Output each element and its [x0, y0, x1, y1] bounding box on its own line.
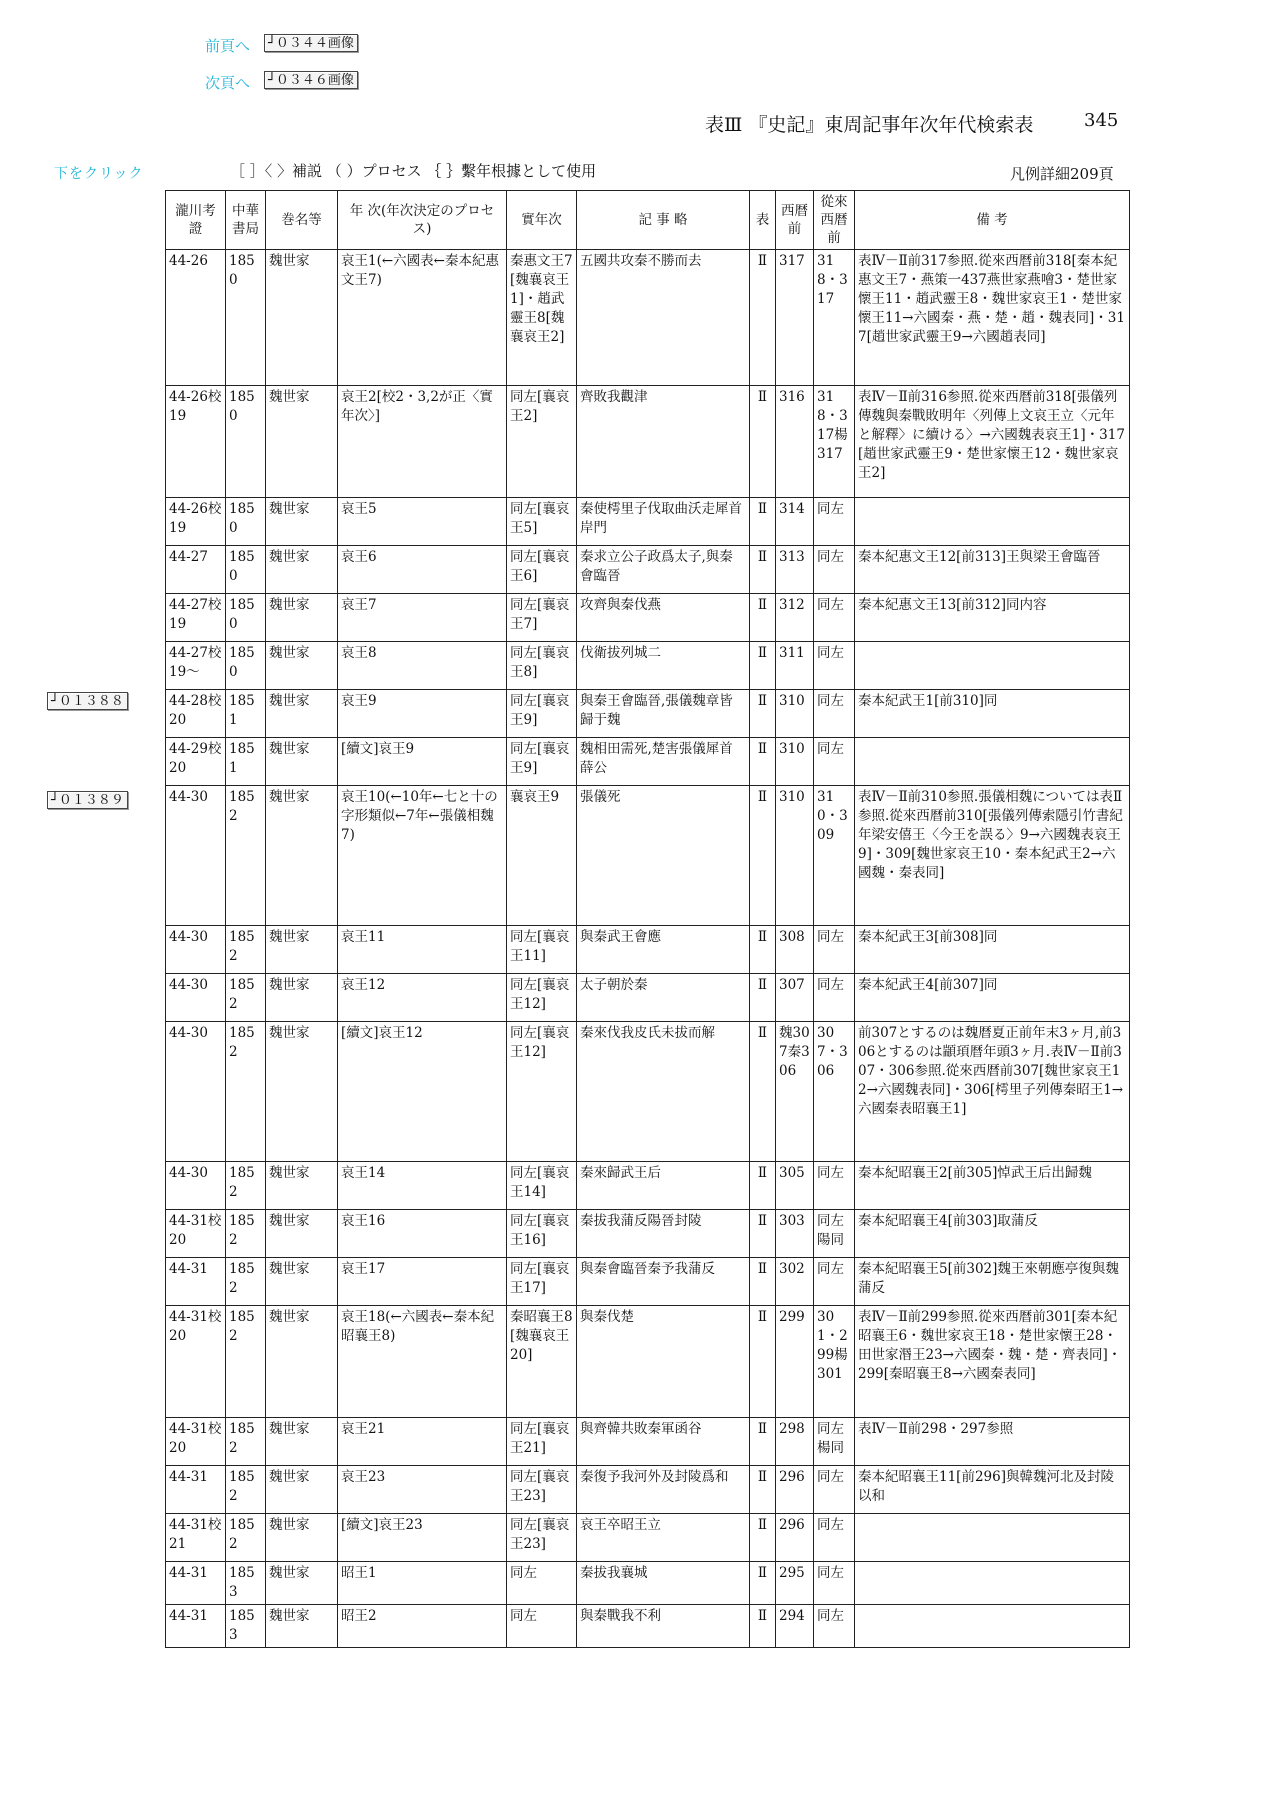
table-cell: 1853: [226, 1605, 266, 1648]
table-cell: 與齊韓共敗秦軍函谷: [577, 1418, 750, 1466]
table-cell: 哀王21: [338, 1418, 507, 1466]
table-cell: 同左[襄哀王8]: [507, 642, 577, 690]
table-cell: Ⅱ: [750, 974, 776, 1022]
table-cell: 同左陽同: [814, 1210, 855, 1258]
table-row: [166, 250, 1130, 386]
table-row: [166, 546, 1130, 594]
table-cell: 310: [776, 690, 814, 738]
table-cell: Ⅱ: [750, 1605, 776, 1648]
table-cell: 44-28校20: [166, 690, 226, 738]
table-cell: 同左: [814, 738, 855, 786]
column-header: 從來西暦前: [814, 191, 855, 250]
table-cell: 294: [776, 1605, 814, 1648]
column-header: 表: [750, 191, 776, 250]
table-row: [166, 498, 1130, 546]
table-cell: 44-30: [166, 1022, 226, 1162]
table-cell: 同左: [814, 1605, 855, 1648]
table-cell: 魏世家: [266, 786, 338, 926]
next-page-image-button[interactable]: ┘０３４６画像: [264, 71, 358, 89]
table-cell: 哀王10(←10年←七と十の字形類似←7年←張儀相魏7): [338, 786, 507, 926]
table-cell: 302: [776, 1258, 814, 1306]
table-cell: 44-30: [166, 1162, 226, 1210]
table-cell: 襄哀王9: [507, 786, 577, 926]
table-cell: 昭王2: [338, 1605, 507, 1648]
table-cell: Ⅱ: [750, 786, 776, 926]
table-cell: 1852: [226, 1258, 266, 1306]
table-cell: [續文]哀王23: [338, 1514, 507, 1562]
column-header: 西暦前: [776, 191, 814, 250]
table-cell: Ⅱ: [750, 1162, 776, 1210]
table-cell: 哀王16: [338, 1210, 507, 1258]
table-cell: 魏307秦306: [776, 1022, 814, 1162]
table-cell: Ⅱ: [750, 1258, 776, 1306]
table-body: [166, 250, 1130, 1648]
table-cell: [855, 738, 1130, 786]
table-cell: Ⅱ: [750, 1306, 776, 1418]
table-row: [166, 1466, 1130, 1514]
table-cell: 44-29校20: [166, 738, 226, 786]
table-cell: 44-31校20: [166, 1418, 226, 1466]
table-cell: 魏世家: [266, 594, 338, 642]
table-cell: 44-26: [166, 250, 226, 386]
table-cell: 同左楊同: [814, 1418, 855, 1466]
click-hint: 下をクリック: [54, 166, 144, 182]
table-cell: Ⅱ: [750, 250, 776, 386]
table-cell: [855, 642, 1130, 690]
table-cell: 44-31: [166, 1605, 226, 1648]
table-cell: 1850: [226, 386, 266, 498]
table-cell: 哀王11: [338, 926, 507, 974]
table-cell: 秦本紀武王3[前308]同: [855, 926, 1130, 974]
table-cell: 魏世家: [266, 738, 338, 786]
table-cell: 296: [776, 1514, 814, 1562]
table-cell: 與秦武王會應: [577, 926, 750, 974]
table-row: [166, 690, 1130, 738]
table-cell: 秦使樗里子伐取曲沃走犀首岸門: [577, 498, 750, 546]
table-cell: 同左: [507, 1605, 577, 1648]
table-cell: 1852: [226, 974, 266, 1022]
table-cell: 魏世家: [266, 1162, 338, 1210]
table-cell: 秦來歸武王后: [577, 1162, 750, 1210]
table-cell: 魏世家: [266, 1562, 338, 1605]
table-row: [166, 786, 1130, 926]
table-row: [166, 594, 1130, 642]
table-cell: 316: [776, 386, 814, 498]
table-cell: 哀王12: [338, 974, 507, 1022]
table-cell: 1852: [226, 1022, 266, 1162]
table-cell: 同左[襄哀王7]: [507, 594, 577, 642]
table-cell: 攻齊與秦伐燕: [577, 594, 750, 642]
table-cell: 同左[襄哀王14]: [507, 1162, 577, 1210]
table-row: [166, 1258, 1130, 1306]
column-header: 巻名等: [266, 191, 338, 250]
table-cell: 前307とするのは魏暦夏正前年末3ヶ月,前306とするのは顓頊暦年頭3ヶ月.表Ⅳ－Ⅱ前307・306参照.從來西暦前307[魏世家哀王12→六國魏表同]・306[樗里子列傳秦昭王1→六國秦表昭襄王1]: [855, 1022, 1130, 1162]
table-cell: 44-30: [166, 974, 226, 1022]
table-cell: 魏世家: [266, 1306, 338, 1418]
table-cell: 317: [776, 250, 814, 386]
table-cell: 1850: [226, 642, 266, 690]
table-cell: 318・317: [814, 250, 855, 386]
table-cell: 魏世家: [266, 1258, 338, 1306]
table-cell: 同左[襄哀王23]: [507, 1466, 577, 1514]
table-cell: [續文]哀王12: [338, 1022, 507, 1162]
detail-note: 凡例詳細209頁: [1010, 165, 1114, 183]
table-cell: 44-31校20: [166, 1306, 226, 1418]
table-cell: 哀王9: [338, 690, 507, 738]
table-cell: 秦本紀昭襄王5[前302]魏王來朝應亭復與魏蒲反: [855, 1258, 1130, 1306]
table-cell: 哀王17: [338, 1258, 507, 1306]
table-cell: 1852: [226, 1466, 266, 1514]
table-cell: 秦本紀昭襄王11[前296]與韓魏河北及封陵以和: [855, 1466, 1130, 1514]
table-cell: 44-26校19: [166, 386, 226, 498]
table-cell: 同左: [814, 594, 855, 642]
table-cell: Ⅱ: [750, 738, 776, 786]
data-table: [165, 190, 1130, 1648]
table-cell: 1851: [226, 738, 266, 786]
table-cell: 哀王2[校2・3,2が正〈實年次〉]: [338, 386, 507, 498]
table-cell: [855, 498, 1130, 546]
table-row: [166, 1418, 1130, 1466]
table-cell: 哀王18(←六國表←秦本紀昭襄王8): [338, 1306, 507, 1418]
table-cell: 魏世家: [266, 974, 338, 1022]
table-cell: 張儀死: [577, 786, 750, 926]
table-cell: 哀王14: [338, 1162, 507, 1210]
page-number: 345: [1084, 110, 1119, 131]
table-cell: 314: [776, 498, 814, 546]
table-cell: 秦復予我河外及封陵爲和: [577, 1466, 750, 1514]
table-cell: 秦昭襄王8[魏襄哀王20]: [507, 1306, 577, 1418]
table-cell: 五國共攻秦不勝而去: [577, 250, 750, 386]
table-row: [166, 1306, 1130, 1418]
table-cell: 1852: [226, 786, 266, 926]
table-cell: 表Ⅳ－Ⅱ前316参照.從來西暦前318[張儀列傳魏與秦戰敗明年〈列傳上文哀王立〈元年と解釋〉に續ける〉→六國魏表哀王1]・317[趙世家武靈王9・楚世家懷王12・魏世家哀王2]: [855, 386, 1130, 498]
table-cell: 310: [776, 738, 814, 786]
table-row: [166, 1514, 1130, 1562]
table-cell: 同左: [814, 498, 855, 546]
table-cell: 44-26校19: [166, 498, 226, 546]
table-cell: 44-31: [166, 1466, 226, 1514]
table-cell: 44-27校19～: [166, 642, 226, 690]
table-cell: 魏世家: [266, 690, 338, 738]
table-cell: 魏世家: [266, 546, 338, 594]
table-cell: 同左[襄哀王21]: [507, 1418, 577, 1466]
table-cell: 秦來伐我皮氏未拔而解: [577, 1022, 750, 1162]
table-row: [166, 1210, 1130, 1258]
table-cell: 1852: [226, 926, 266, 974]
table-cell: 魏世家: [266, 250, 338, 386]
table-cell: 44-27: [166, 546, 226, 594]
table-cell: [855, 1514, 1130, 1562]
table-cell: 同左: [814, 1162, 855, 1210]
column-header: 實年次: [507, 191, 577, 250]
table-cell: 同左[襄哀王2]: [507, 386, 577, 498]
page-title: 表Ⅲ 『史記』東周記事年次年代検索表: [705, 114, 1034, 136]
table-cell: 秦本紀惠文王13[前312]同内容: [855, 594, 1130, 642]
table-cell: 魏世家: [266, 1466, 338, 1514]
table-cell: Ⅱ: [750, 1418, 776, 1466]
table-cell: 44-31校20: [166, 1210, 226, 1258]
table-cell: 310: [776, 786, 814, 926]
table-cell: 哀王7: [338, 594, 507, 642]
table-cell: Ⅱ: [750, 1210, 776, 1258]
table-cell: 318・317楊317: [814, 386, 855, 498]
table-cell: 310・309: [814, 786, 855, 926]
table-cell: [續文]哀王9: [338, 738, 507, 786]
table-cell: 表Ⅳ－Ⅱ前299参照.從來西暦前301[秦本紀昭襄王6・魏世家哀王18・楚世家懷王28・田世家湣王23→六國秦・魏・楚・齊表同]・299[秦昭襄王8→六國秦表同]: [855, 1306, 1130, 1418]
table-cell: 307: [776, 974, 814, 1022]
table-cell: 同左[襄哀王12]: [507, 1022, 577, 1162]
prev-page-image-button[interactable]: ┘０３４４画像: [264, 34, 358, 52]
next-page-link[interactable]: 次頁へ: [205, 74, 251, 92]
column-header: 中華書局: [226, 191, 266, 250]
table-cell: 1852: [226, 1418, 266, 1466]
table-cell: 與秦會臨晉秦予我蒲反: [577, 1258, 750, 1306]
table-cell: Ⅱ: [750, 642, 776, 690]
table-cell: 魏世家: [266, 1022, 338, 1162]
table-cell: 與秦戰我不利: [577, 1605, 750, 1648]
table-cell: 同左[襄哀王6]: [507, 546, 577, 594]
table-cell: 298: [776, 1418, 814, 1466]
table-cell: Ⅱ: [750, 1022, 776, 1162]
table-cell: 1852: [226, 1514, 266, 1562]
table-row: [166, 1605, 1130, 1648]
table-cell: 秦本紀昭襄王2[前305]悼武王后出歸魏: [855, 1162, 1130, 1210]
table-cell: 秦本紀惠文王12[前313]王與梁王會臨晉: [855, 546, 1130, 594]
table-cell: 44-30: [166, 786, 226, 926]
table-cell: 齊敗我觀津: [577, 386, 750, 498]
table-cell: 表Ⅳ－Ⅱ前310参照.張儀相魏については表Ⅱ参照.從來西暦前310[張儀列傳索隱引竹書紀年梁安僖王〈今王を誤る〉9→六國魏表哀王9]・309[魏世家哀王10・秦本紀武王2→六國魏・秦表同]: [855, 786, 1130, 926]
table-cell: 同左: [814, 690, 855, 738]
table-row: [166, 642, 1130, 690]
table-cell: 與秦王會臨晉,張儀魏章皆歸于魏: [577, 690, 750, 738]
table-cell: 308: [776, 926, 814, 974]
table-cell: 1850: [226, 250, 266, 386]
image-button-01388[interactable]: ┘０１３８８: [47, 692, 128, 710]
table-cell: 1850: [226, 594, 266, 642]
table-cell: 魏世家: [266, 1605, 338, 1648]
table-cell: 313: [776, 546, 814, 594]
table-cell: 同左: [507, 1562, 577, 1605]
table-cell: 44-27校19: [166, 594, 226, 642]
table-cell: 同左: [814, 1514, 855, 1562]
table-cell: 同左: [814, 1466, 855, 1514]
table-cell: 1851: [226, 690, 266, 738]
table-cell: 同左: [814, 926, 855, 974]
table-cell: Ⅱ: [750, 594, 776, 642]
table-cell: Ⅱ: [750, 386, 776, 498]
table-cell: 魏相田需死,楚害張儀犀首薛公: [577, 738, 750, 786]
table-row: [166, 926, 1130, 974]
table-cell: 秦本紀武王4[前307]同: [855, 974, 1130, 1022]
column-header: 年 次(年次決定のプロセス): [338, 191, 507, 250]
image-button-01389[interactable]: ┘０１３８９: [47, 791, 128, 809]
table-cell: 哀王8: [338, 642, 507, 690]
table-cell: 伐衛拔列城二: [577, 642, 750, 690]
table-cell: 表Ⅳ－Ⅱ前298・297参照: [855, 1418, 1130, 1466]
table-cell: 魏世家: [266, 498, 338, 546]
table-cell: 44-31: [166, 1258, 226, 1306]
table-row: [166, 1022, 1130, 1162]
table-cell: 同左[襄哀王16]: [507, 1210, 577, 1258]
table-cell: 哀王5: [338, 498, 507, 546]
table-cell: 303: [776, 1210, 814, 1258]
table-cell: 秦惠文王7[魏襄哀王1]・趙武靈王8[魏襄哀王2]: [507, 250, 577, 386]
table-cell: 1850: [226, 498, 266, 546]
table-row: [166, 1162, 1130, 1210]
table-cell: 與秦伐楚: [577, 1306, 750, 1418]
table-cell: 312: [776, 594, 814, 642]
table-cell: 同左[襄哀王9]: [507, 690, 577, 738]
table-row: [166, 386, 1130, 498]
table-cell: 魏世家: [266, 1514, 338, 1562]
table-cell: Ⅱ: [750, 546, 776, 594]
table-cell: 魏世家: [266, 1210, 338, 1258]
table-cell: 1852: [226, 1306, 266, 1418]
table-cell: 魏世家: [266, 1418, 338, 1466]
table-cell: 同左: [814, 642, 855, 690]
table-cell: 哀王23: [338, 1466, 507, 1514]
table-cell: 1850: [226, 546, 266, 594]
table-cell: 1853: [226, 1562, 266, 1605]
table-cell: Ⅱ: [750, 690, 776, 738]
table-cell: 同左: [814, 1562, 855, 1605]
table-cell: 魏世家: [266, 926, 338, 974]
table-row: [166, 738, 1130, 786]
table-cell: 296: [776, 1466, 814, 1514]
table-cell: 同左[襄哀王5]: [507, 498, 577, 546]
table-cell: Ⅱ: [750, 926, 776, 974]
table-cell: 同左: [814, 1258, 855, 1306]
table-cell: 秦拔我蒲反陽晉封陵: [577, 1210, 750, 1258]
table-cell: 311: [776, 642, 814, 690]
table-cell: 同左[襄哀王17]: [507, 1258, 577, 1306]
table-cell: 同左: [814, 974, 855, 1022]
legend: ［ ］〈 〉補説 （ ）プロセス ｛ ｝繫年根據として使用: [230, 162, 597, 180]
prev-page-link[interactable]: 前頁へ: [205, 37, 251, 55]
table-cell: [855, 1605, 1130, 1648]
table-row: [166, 1562, 1130, 1605]
table-cell: 1852: [226, 1162, 266, 1210]
table-cell: 同左: [814, 546, 855, 594]
table-cell: Ⅱ: [750, 1514, 776, 1562]
table-cell: 表Ⅳ－Ⅱ前317参照.從來西暦前318[秦本紀惠文王7・燕策一437燕世家燕噲3・楚世家懷王11・趙武靈王8・魏世家哀王1・楚世家懷王11→六國秦・燕・楚・趙・魏表同]・317[趙世家武靈王9→六國趙表同]: [855, 250, 1130, 386]
table-cell: 昭王1: [338, 1562, 507, 1605]
table-cell: 哀王卒昭王立: [577, 1514, 750, 1562]
table-cell: 哀王1(←六國表←秦本紀惠文王7): [338, 250, 507, 386]
table-cell: 魏世家: [266, 642, 338, 690]
table-cell: 295: [776, 1562, 814, 1605]
table-cell: Ⅱ: [750, 1562, 776, 1605]
table-cell: 太子朝於秦: [577, 974, 750, 1022]
table-cell: 299: [776, 1306, 814, 1418]
table-cell: 同左[襄哀王11]: [507, 926, 577, 974]
table-row: [166, 974, 1130, 1022]
column-header: 記 事 略: [577, 191, 750, 250]
table-cell: 同左[襄哀王23]: [507, 1514, 577, 1562]
table-cell: Ⅱ: [750, 1466, 776, 1514]
table-cell: 44-30: [166, 926, 226, 974]
table-cell: 同左[襄哀王9]: [507, 738, 577, 786]
table-cell: Ⅱ: [750, 498, 776, 546]
table-cell: 秦本紀武王1[前310]同: [855, 690, 1130, 738]
table-cell: 同左[襄哀王12]: [507, 974, 577, 1022]
table-cell: 秦拔我襄城: [577, 1562, 750, 1605]
table-cell: 哀王6: [338, 546, 507, 594]
table-cell: 305: [776, 1162, 814, 1210]
table-cell: 秦本紀昭襄王4[前303]取蒲反: [855, 1210, 1130, 1258]
table-cell: 秦求立公子政爲太子,與秦會臨晉: [577, 546, 750, 594]
table-cell: 1852: [226, 1210, 266, 1258]
table-cell: [855, 1562, 1130, 1605]
header-row: [166, 191, 1130, 250]
table-cell: 307・306: [814, 1022, 855, 1162]
table-cell: 301・299楊301: [814, 1306, 855, 1418]
table-cell: 魏世家: [266, 386, 338, 498]
table-cell: 44-31校21: [166, 1514, 226, 1562]
column-header: 備 考: [855, 191, 1130, 250]
table-cell: 44-31: [166, 1562, 226, 1605]
column-header: 瀧川考證: [166, 191, 226, 250]
